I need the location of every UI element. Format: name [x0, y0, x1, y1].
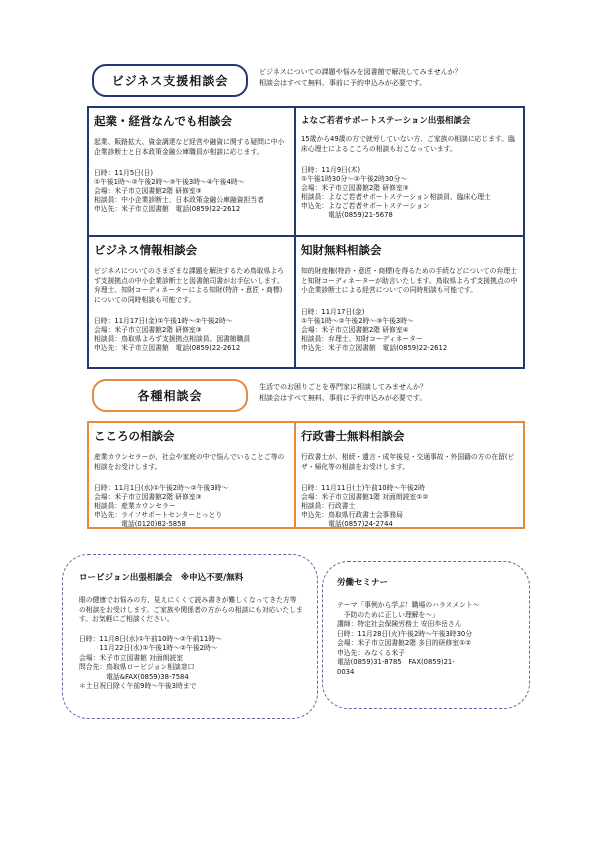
detail-line: 日時：11月28日(火)午後2時～午後3時30分: [337, 629, 473, 638]
business-section-header: [92, 64, 248, 97]
consultation-card-youth-support: [296, 108, 525, 235]
card-details: [94, 484, 289, 527]
detail-line: 会場：米子市立図書館2階 研修室③: [301, 184, 409, 192]
various-intro-line: 相談会はすべて無料、事前に予約申込みが必要です。: [259, 394, 427, 402]
detail-line: 相談員：産業カウンセラー: [94, 502, 176, 510]
detail-line: 日時：11月8日(水)①午前10時～②午前11時～: [79, 634, 222, 643]
detail-line: ＊土日祝日除く午前9時～午後3時まで: [79, 682, 197, 690]
detail-line: 電話(0859)21-5678: [301, 211, 393, 219]
business-intro-line: 相談会はすべて無料、事前に予約申込みが必要です。: [259, 79, 427, 87]
detail-line: 講師：特定社会保険労務士 安田歩岳さん: [337, 620, 462, 628]
card-details: [94, 317, 289, 353]
card-description: ビジネスについてのさまざまな課題を解決するため鳥取県よろず支援拠点の中小企業診断士と図書館司書がお手伝いします。弁理士、知財コーディネーターによる知財(特許・意匠・商標)についての同時相談も可能です。: [94, 267, 284, 304]
detail-line: 会場：米子市立図書館2階 多目的研修室①②: [337, 639, 472, 647]
detail-line: 電話(0120)82-5858: [94, 520, 186, 527]
business-section-title: ビジネス支援相談会: [111, 74, 229, 88]
low-vision-consultation-box: [62, 554, 318, 719]
detail-line: 会場：米子市立図書館2階 研修室③: [94, 493, 202, 501]
card-title: 起業・経営なんでも相談会: [94, 114, 232, 128]
consultation-card-mental-health: [89, 423, 294, 527]
detail-line: 相談員：弁理士、知財コーディネーター: [301, 334, 423, 343]
card-description: 15歳から49歳の方で就労していない方、ご家族の相談に応じます。臨床心理士によるこころの相談もおこなっています。: [301, 135, 515, 153]
detail-line: 会場：米子市立図書館 対面朗読室: [79, 653, 184, 662]
consultation-card-administrative-scrivener: [296, 423, 525, 527]
labor-seminar-details: [337, 601, 515, 677]
low-vision-title: ロービジョン出張相談会 ※申込不要/無料: [79, 573, 244, 583]
detail-line: 予防のために正しい理解を～」: [337, 610, 439, 619]
card-details: [94, 169, 289, 214]
card-description: 産業カウンセラーが、社会や家庭の中で悩んでいることご等の相談をお受けします。: [94, 453, 285, 471]
card-details: [301, 166, 520, 220]
detail-line: ①午後1時30分～②午後2時30分～: [301, 175, 408, 183]
consultation-card-business-info: [89, 237, 294, 367]
detail-line: テーマ「事例から学ぶ！職場のハラスメント～: [337, 601, 480, 609]
consultation-card-startup: [89, 108, 294, 235]
detail-line: 電話(0857)24-2744: [301, 520, 393, 527]
detail-line: 申込先：みなくる米子: [337, 648, 405, 657]
business-intro-line: ビジネスについての課題や悩みを図書館で解決してみませんか？: [259, 68, 462, 76]
detail-line: ①午後1時～②午後2時～③午後3時～: [301, 316, 414, 325]
detail-line: 申込先：よなご若者サポートステーション: [301, 202, 430, 210]
card-details: [301, 308, 520, 353]
various-intro-line: 生活でのお困りごとを専門家に相談してみませんか？: [259, 383, 427, 391]
detail-line: 日時：11月9日(木): [301, 166, 361, 174]
card-description: 行政書士が、相続・遺言・成年後見・交通事故・外国籍の方の在留(ビザ・帰化等の相談をお受けします。: [301, 453, 515, 471]
detail-line: 日時：11月17日(金)①午後1時～②午後2時～: [94, 317, 233, 325]
card-title: こころの相談会: [94, 429, 175, 443]
detail-line: 日時：11月1日(水)①午後2時～②午後3時～: [94, 484, 229, 492]
various-section-title: 各種相談会: [137, 389, 203, 403]
detail-line: 0034: [337, 667, 355, 676]
detail-line: 会場：米子市立図書館2階 研修室③: [94, 326, 202, 334]
detail-line: 11月22日(水)①午後1時～②午後2時～: [79, 644, 218, 652]
detail-line: 申込先：鳥取県行政書士会事務局: [301, 511, 403, 519]
card-description: 知的財産権(特許・意匠・商標)を得るための手続などについての弁理士と知財コーディネーターが助言いたします。鳥取県よろず支援拠点の中小企業診断士による経営についての同時相談も可能です。: [301, 267, 518, 294]
detail-line: 問合先：鳥取県ロービジョン相談窓口: [79, 663, 195, 671]
detail-line: 日時：11月17日(金): [301, 307, 365, 316]
labor-seminar-title: 労働セミナー: [337, 578, 389, 588]
detail-line: 会場：米子市立図書館2階 研修室④: [301, 325, 409, 334]
low-vision-description: 眼の健康でお悩みの方、見えにくくて読み書きが難しくなってきた方等の相談をお受けします。ご家族や関係者の方からの相談にも対応いたします。お気軽にご相談ください。: [79, 596, 303, 623]
card-description: 起業、販路拡大、資金調達など経営や融資に関する疑問に中小企業診断士と日本政策金融公庫職員が相談に応じます。: [94, 138, 285, 156]
business-intro: [259, 67, 559, 89]
detail-line: 会場：米子市立図書館2階 研修室③: [94, 187, 202, 195]
card-details: [301, 484, 520, 527]
detail-line: 申込先：米子市立図書館 電話(0859)22-2612: [94, 344, 241, 352]
consultation-card-ip: [296, 237, 525, 367]
detail-line: ①午後1時～②午後2時～③午後3時～④午後4時～: [94, 178, 245, 186]
detail-line: 日時：11月11日(土)午前10時～午後2時: [301, 484, 425, 492]
detail-line: 日時：11月5日(日): [94, 169, 154, 177]
card-title: 知財無料相談会: [301, 243, 382, 257]
labor-seminar-box: [322, 561, 530, 709]
card-title: 行政書士無料相談会: [301, 429, 405, 443]
detail-line: 相談員：鳥取県よろず支援拠点相談員、図書館職員: [94, 335, 251, 343]
detail-line: 相談員：行政書士: [301, 502, 356, 510]
detail-line: 会場：米子市立図書館1階 対面朗読室①②: [301, 493, 429, 501]
detail-line: 相談員：よなご若者サポートステーション相談員、臨床心理士: [301, 193, 491, 201]
detail-line: 申込先：ライフサポートセンターとっとり: [94, 511, 223, 519]
detail-line: 電話&FAX(0859)38-7584: [79, 672, 189, 681]
detail-line: 相談員：中小企業診断士、日本政策金融公庫融資担当者: [94, 196, 264, 204]
various-grid: [87, 421, 525, 529]
card-title: よなご若者サポートステーション出張相談会: [301, 116, 471, 126]
detail-line: 申込先：米子市立図書館 電話(0859)22-2612: [301, 343, 448, 352]
various-section-header: [92, 379, 248, 412]
various-intro: [259, 382, 559, 404]
low-vision-details: [79, 635, 303, 692]
detail-line: 電話(0859)31-8785 FAX(0859)21-: [337, 658, 455, 666]
card-title: ビジネス情報相談会: [94, 243, 198, 257]
business-grid: [87, 106, 525, 369]
detail-line: 申込先：米子市立図書館 電話(0859)22-2612: [94, 205, 241, 213]
